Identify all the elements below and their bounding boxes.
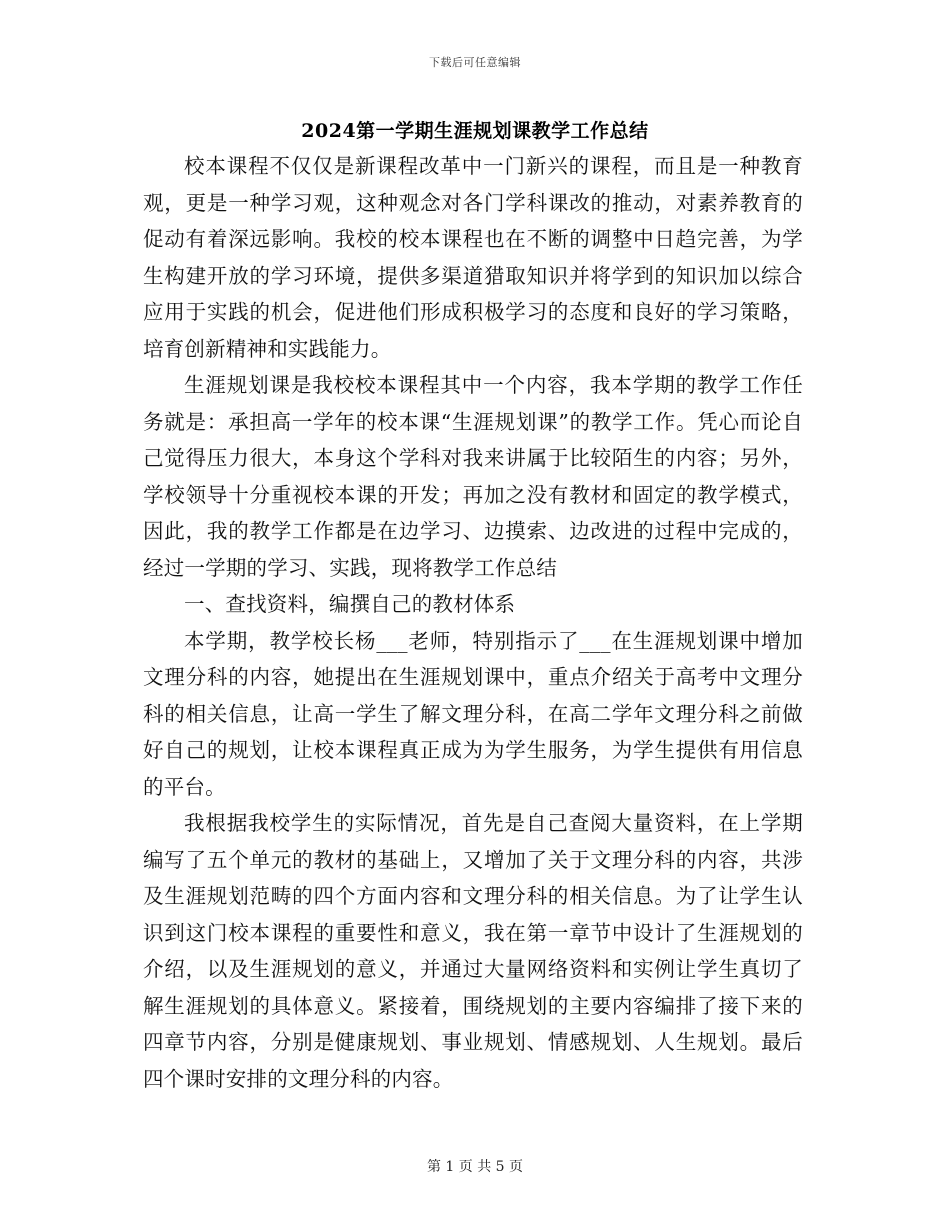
section-heading-1: 一、查找资料，编撰自己的教材体系: [184, 592, 516, 616]
paragraph-intro: 校本课程不仅仅是新课程改革中一门新兴的课程，而且是一种教育观，更是一种学习观，这种观念对各门学科课改的推动，对素养教育的促动有着深远影响。我校的校本课程也在不断的调整中日趋完善，为学生构建开放的学习环境，提供多渠道猎取知识并将学到的知识加以综合应用于实践的机会，促进他们形成积极学习的态度和良好的学习策略，培育创新精神和实践能力。: [143, 154, 803, 361]
paragraph-materials: 我根据我校学生的实际情况，首先是自己查阅大量资料，在上学期编写了五个单元的教材的基础上，又增加了关于文理分科的内容，共涉及生涯规划范畴的四个方面内容和文理分科的相关信息。为了让学生认识到这门校本课程的重要性和意义，我在第一章节中设计了生涯规划的介绍，以及生涯规划的意义，并通过大量网络资料和实例让学生真切了解生涯规划的具体意义。紧接着，围绕规划的主要内容编排了接下来的四章节内容，分别是健康规划、事业规划、情感规划、人生规划。最后四个课时安排的文理分科的内容。: [143, 811, 803, 1091]
page-header: 下载后可任意编辑: [429, 56, 521, 69]
page-number-footer: 第 1 页 共 5 页: [426, 1159, 524, 1175]
document-title: 2024第一学期生涯规划课教学工作总结: [301, 120, 649, 142]
paragraph-instruction: 本学期，教学校长杨___老师，特别指示了___在生涯规划课中增加文理分科的内容，她提出在生涯规划课中，重点介绍关于高考中文理分科的相关信息，让高一学生了解文理分科，在高二学年文理分科之前做好自己的规划，让校本课程真正成为为学生服务，为学生提供有用信息的平台。: [143, 628, 803, 799]
document-body: [143, 148, 803, 1097]
paragraph-task: 生涯规划课是我校校本课程其中一个内容，我本学期的教学工作任务就是：承担高一学年的校本课“生涯规划课”的教学工作。凭心而论自己觉得压力很大，本身这个学科对我来讲属于比较陌生的内容；另外，学校领导十分重视校本课的开发；再加之没有教材和固定的教学模式，因此，我的教学工作都是在边学习、边摸索、边改进的过程中完成的，经过一学期的学习、实践，现将教学工作总结: [143, 373, 803, 580]
